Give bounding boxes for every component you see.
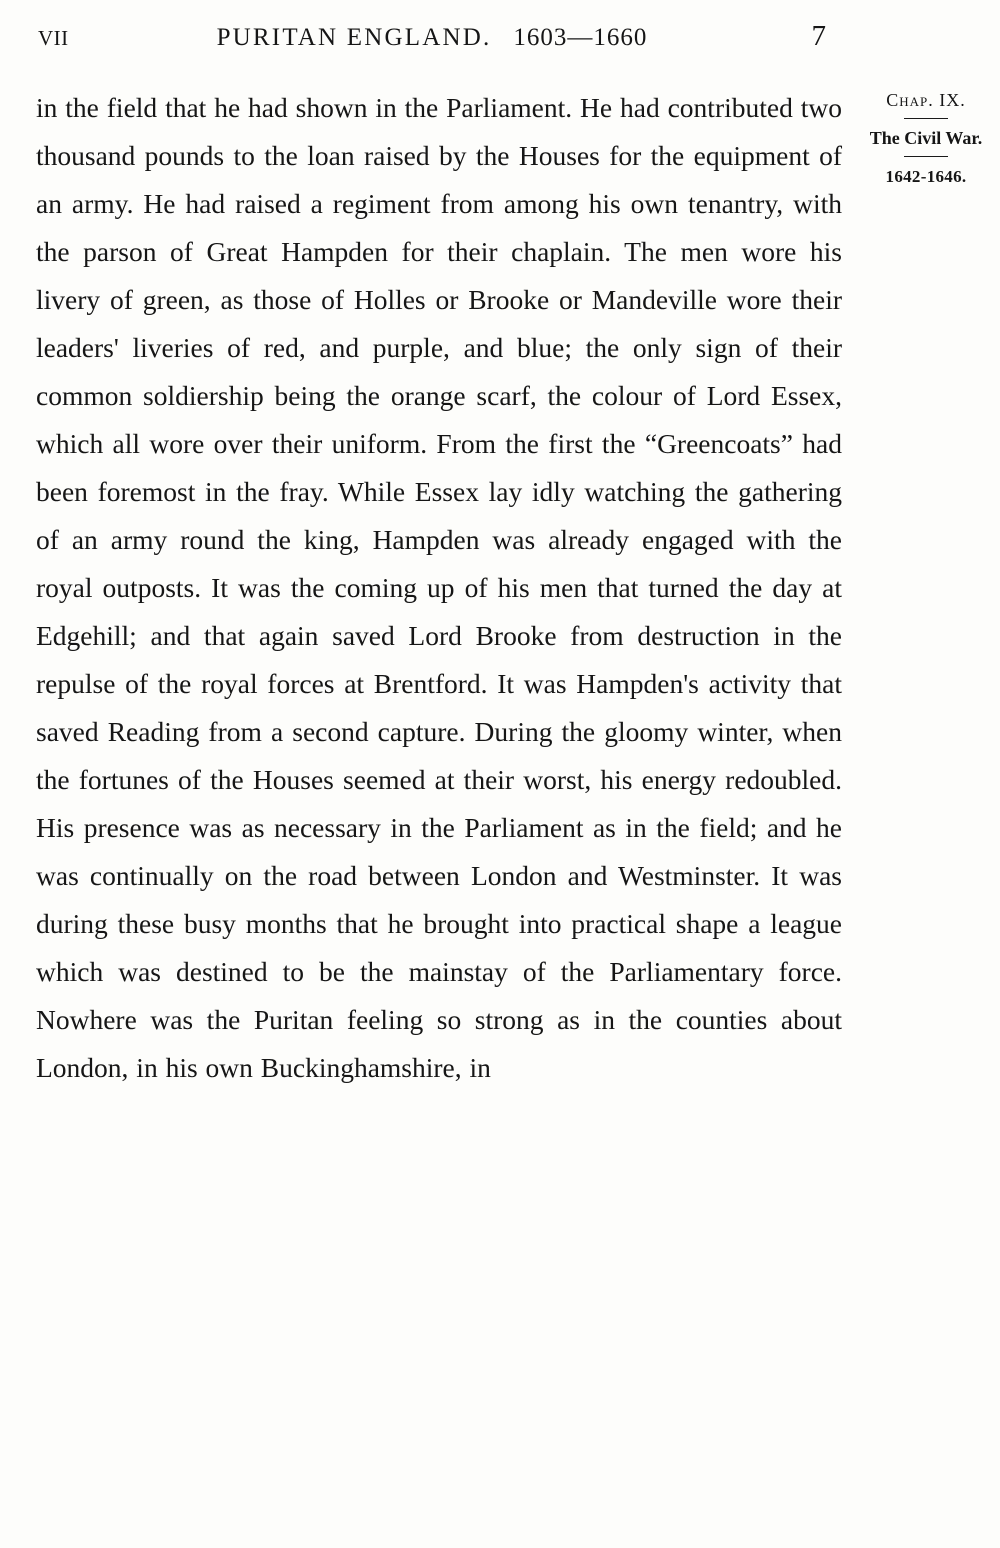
margin-note-section-title: The Civil War. (869, 128, 983, 148)
running-head-dates: 1603—1660 (513, 24, 648, 51)
page-title (158, 24, 706, 52)
running-head-title: PURITAN ENGLAND. (216, 24, 492, 51)
page-number: 7 (811, 20, 826, 52)
chapter-folio-left: VII (38, 26, 69, 50)
margin-note-years: 1642-1646. (885, 167, 967, 186)
margin-divider-2 (904, 156, 948, 157)
margin-notes-column (862, 88, 990, 195)
margin-note-chapter: Chap. IX. (886, 90, 966, 110)
body-paragraph: in the field that he had shown in the Parliament. He had contributed two thousand pounds to the loan raised by the Houses for the equipment of an army. He had raised a regiment from among his own tenantry, with the parson of Great Hampden for their chaplain. The men wore his livery of green, as those of Holles or Brooke or Mandeville wore their leaders' liveries of red, and purple, and blue; the only sign of their common soldiership being the orange scarf, the colour of Lord Essex, which all wore over their uniform. From the first the “Greencoats” had been foremost in the fray. While Essex lay idly watching the gathering of an army round the king, Hampden was already engaged with the royal outposts. It was the coming up of his men that turned the day at Edgehill; and that again saved Lord Brooke from destruction in the repulse of the royal forces at Brentford. It was Hampden's activity that saved Reading from a second capture. During the gloomy winter, when the fortunes of the Houses seemed at their worst, his energy redoubled. His presence was as necessary in the Parliament as in the field; and he was continually on the road between London and Westminster. It was during these busy months that he brought into practical shape a league which was destined to be the mainstay of the Parliamentary force. Nowhere was the Puritan feeling so strong as in the counties about London, in his own Buckinghamshire, in (36, 92, 842, 1083)
body-text-column (36, 84, 842, 1092)
margin-divider-1 (904, 118, 948, 119)
running-head (38, 20, 850, 60)
